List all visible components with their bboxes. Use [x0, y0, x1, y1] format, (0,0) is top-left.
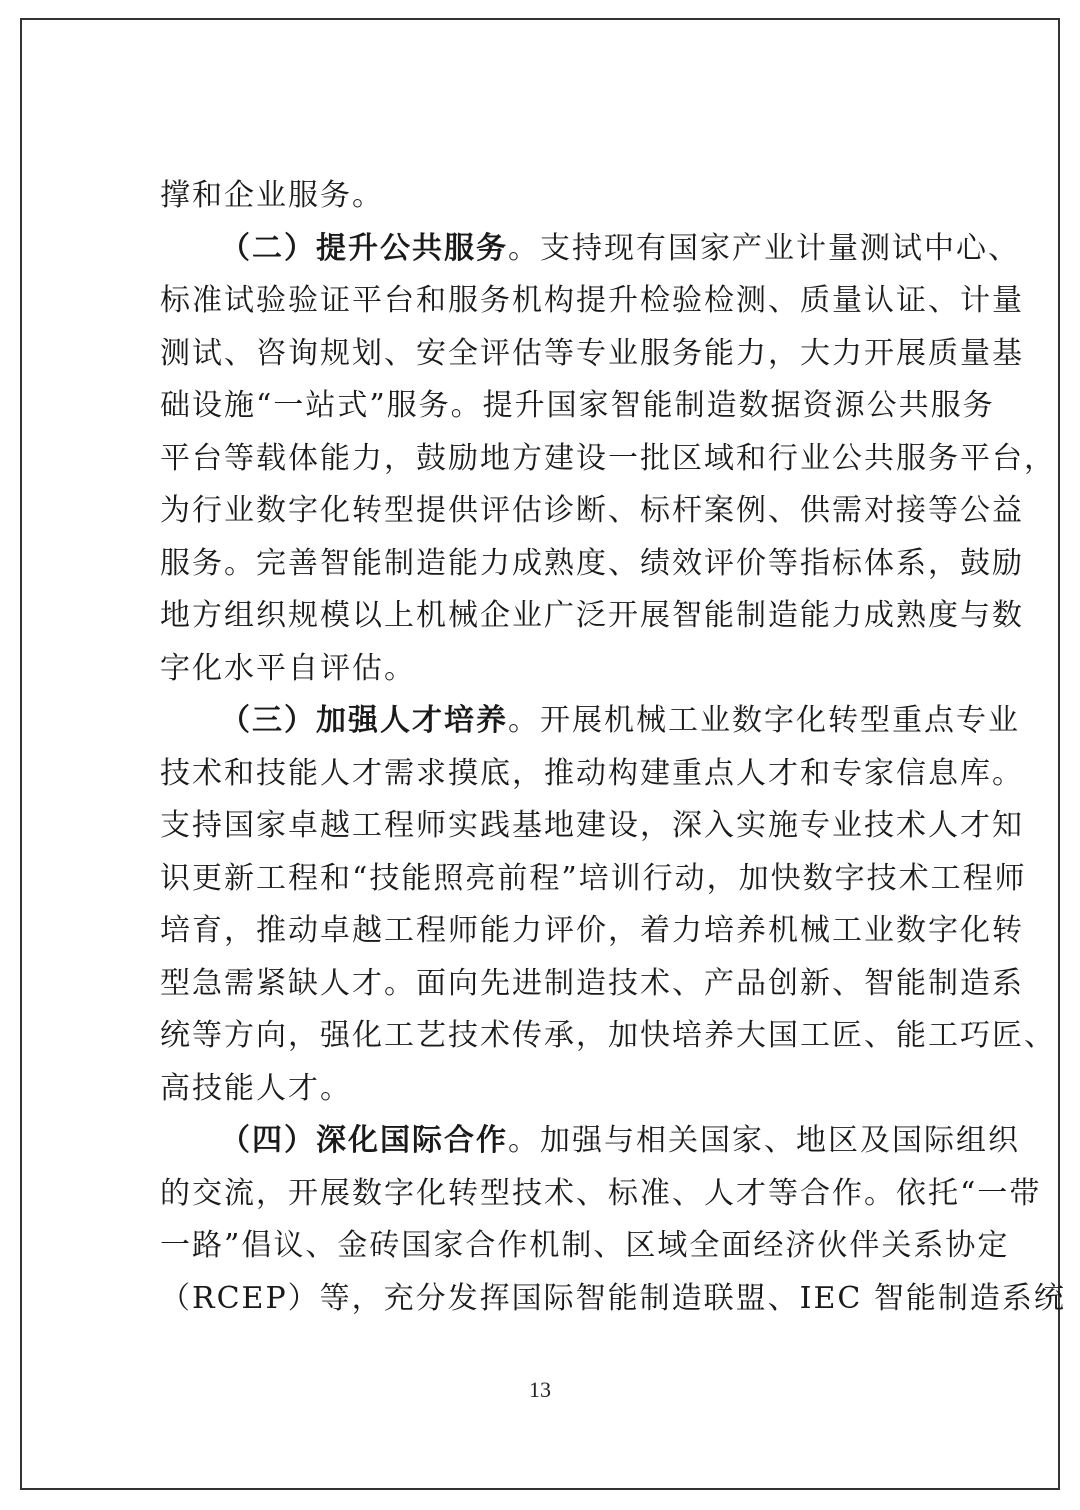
body-line: 培育，推动卓越工程师能力评价，着力培养机械工业数字化转 — [160, 913, 1024, 948]
body-line: 的交流，开展数字化转型技术、标准、人才等合作。依托“一带 — [160, 1175, 1042, 1211]
body-line: 识更新工程和“技能照亮前程”培训行动，加快数字技术工程师 — [160, 860, 1027, 896]
body-line: 为行业数字化转型提供评估诊断、标杆案例、供需对接等公益 — [160, 493, 1024, 528]
body-line: 高技能人才。 — [160, 1070, 352, 1106]
section-heading-line — [160, 223, 1020, 276]
body-line: 技术和技能人才需求摸底，推动构建重点人才和专家信息库。 — [160, 755, 1024, 791]
body-line: 一路”倡议、金砖国家合作机制、区域全面经济伙伴关系协定 — [160, 1228, 1010, 1263]
body-line: 统等方向，强化工艺技术传承，加快培养大国工匠、能工巧匠、 — [160, 1018, 1056, 1053]
body-line: 型急需紧缺人才。面向先进制造技术、产品创新、智能制造系 — [160, 965, 1024, 1001]
body-line: 标准试验验证平台和服务机构提升检验检测、质量认证、计量 — [160, 283, 1024, 318]
document-body — [160, 170, 1066, 1325]
body-line: 测试、咨询规划、安全评估等专业服务能力，大力开展质量基 — [160, 335, 1024, 371]
page-number: 13 — [529, 1377, 551, 1402]
body-text: 。支持现有国家产业计量测试中心、 — [508, 230, 1020, 266]
body-text: 。开展机械工业数字化转型重点专业 — [508, 703, 1020, 738]
body-line: 服务。完善智能制造能力成熟度、绩效评价等指标体系，鼓励 — [160, 545, 1024, 581]
section-heading-line — [160, 695, 1020, 748]
section-heading: （四）深化国际合作 — [220, 1123, 508, 1158]
body-line: 平台等载体能力，鼓励地方建设一批区域和行业公共服务平台， — [160, 440, 1056, 476]
body-line: （RCEP）等，充分发挥国际智能制造联盟、IEC 智能制造系统 — [160, 1280, 1066, 1316]
body-line: 字化水平自评估。 — [160, 650, 416, 686]
section-heading: （二）提升公共服务 — [220, 230, 508, 266]
section-heading: （三）加强人才培养 — [220, 703, 508, 738]
body-text: 。加强与相关国家、地区及国际组织 — [508, 1123, 1020, 1158]
body-line: 地方组织规模以上机械企业广泛开展智能制造能力成熟度与数 — [160, 598, 1024, 633]
body-line: 支持国家卓越工程师实践基地建设，深入实施专业技术人才知 — [160, 808, 1024, 843]
section-heading-line — [160, 1115, 1020, 1168]
body-line: 撑和企业服务。 — [160, 178, 384, 213]
body-line: 础设施“一站式”服务。提升国家智能制造数据资源公共服务 — [160, 388, 995, 423]
